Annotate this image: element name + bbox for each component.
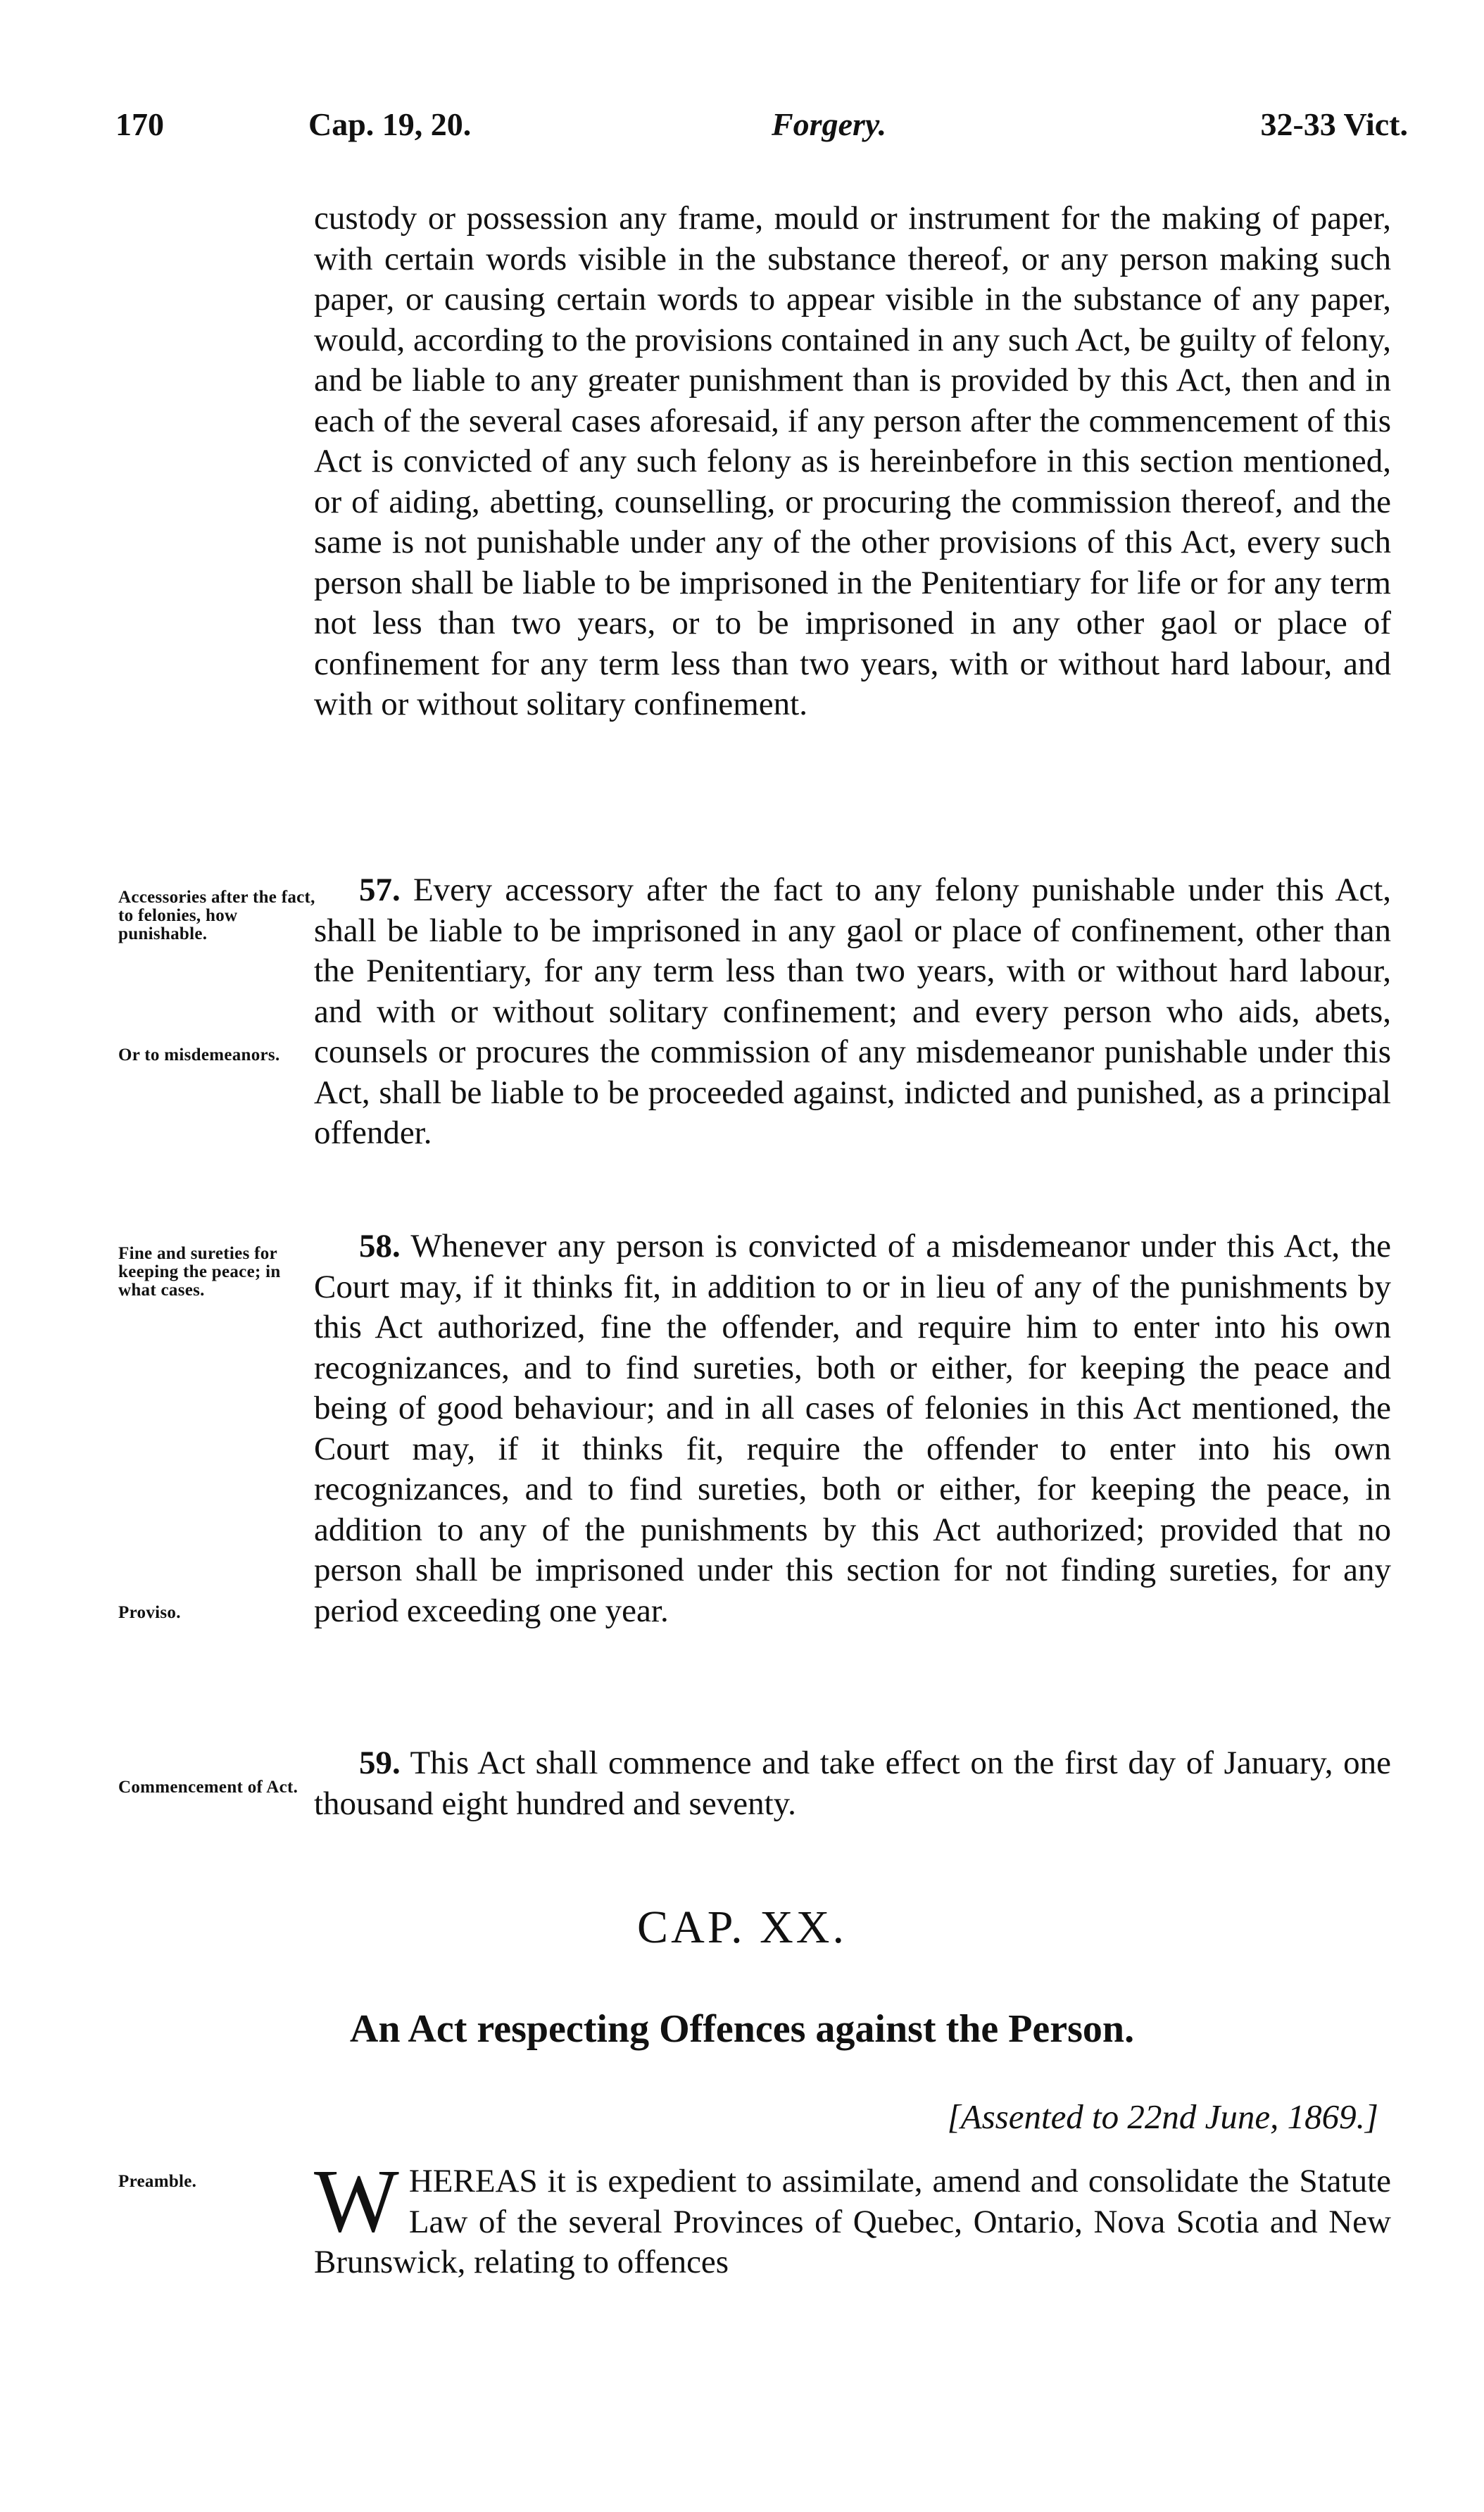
- running-header: [115, 106, 1408, 162]
- chapter-reference: Cap. 19, 20.: [308, 106, 472, 142]
- drop-cap: W: [314, 2151, 399, 2251]
- continued-paragraph-text: custody or possession any frame, mould or instrument for the making of paper, with certain words visible in the substance thereof, or any person making such paper, or causing certain words to appear visible in the substance of any paper, would, according to the provisions contained in any such Act, be guilty of felony, and be liable to any greater punishment than is provided by this Act, then and in each of the several cases aforesaid, if any person after the commencement of this Act is convicted of any such felony as is hereinbefore in this section mentioned, or of aiding, abetting, counselling, or procuring the commission thereof, and the same is not punishable under any of the other provisions of this Act, every such person shall be liable to be imprisoned in the Penitentiary for life or for any term not less than two years, or to be imprisoned in any other gaol or place of confinement for any term less than two years, with or without hard labour, and with or without solitary confinement.: [314, 200, 1391, 722]
- assent-date: [Assented to 22nd June, 1869.]: [947, 2097, 1378, 2136]
- section-text: Whenever any person is convicted of a misdemeanor under this Act, the Court may, if it thinks fit, in addition to or in lieu of any of the punishments by this Act authorized, fine the offender, and require him to enter into his own recognizances, and to find sureties, both or either, for keeping the peace and being of good behaviour; and in all cases of felonies in this Act mentioned, the Court may, if it thinks fit, require the offender to enter into his own recognizances, and to find sureties, both or either, for keeping the peace, in addition to any of the punishments by this Act authorized; provided that no person shall be imprisoned under this section for not finding sureties, for any period exceeding one year.: [314, 1228, 1391, 1629]
- section-number: 57.: [359, 872, 401, 908]
- section-57: [314, 870, 1391, 1154]
- page-number: 170: [115, 106, 164, 142]
- section-text: This Act shall commence and take effect on the first day of January, one thousand eight hundred and seventy.: [314, 1745, 1391, 1822]
- continued-paragraph: [314, 199, 1391, 725]
- side-note-commencement: Commencement of Act.: [118, 1778, 298, 1797]
- side-note-proviso: Proviso.: [118, 1603, 181, 1622]
- running-title: Forgery.: [772, 106, 887, 142]
- side-note-accessories: Accessories after the fact, to felonies, how punishable.: [118, 888, 315, 943]
- section-number: 59.: [359, 1745, 401, 1781]
- chapter-heading: CAP. XX.: [637, 1902, 847, 1953]
- section-59: [314, 1743, 1391, 1824]
- regnal-year: 32-33 Vict.: [1260, 106, 1408, 142]
- act-title: An Act respecting Offences against the Person.: [349, 2007, 1135, 2051]
- section-58: [314, 1226, 1391, 1631]
- side-note-fine-sureties: Fine and sureties for keeping the peace; in what cases.: [118, 1244, 281, 1300]
- section-text: Every accessory after the fact to any felony punishable under this Act, shall be liable to be imprisoned in any gaol or place of confinement, other than the Penitentiary, for any term less than two years, with or without hard labour, and with or without solitary confinement; and every person who aids, abets, counsels or procures the commission of any misdemeanor punishable under this Act, shall be liable to be proceeded against, indicted and punished, as a principal offender.: [314, 872, 1392, 1151]
- side-note-misdemeanors: Or to misdemeanors.: [118, 1045, 280, 1065]
- side-note-preamble: Preamble.: [118, 2172, 197, 2191]
- preamble-text: HEREAS it is expedient to assimilate, amend and consolidate the Statute Law of the several Provinces of Quebec, Ontario, Nova Scotia and New Brunswick, relating to offences: [314, 2163, 1391, 2280]
- preamble: [314, 2151, 1391, 2283]
- section-number: 58.: [359, 1228, 401, 1264]
